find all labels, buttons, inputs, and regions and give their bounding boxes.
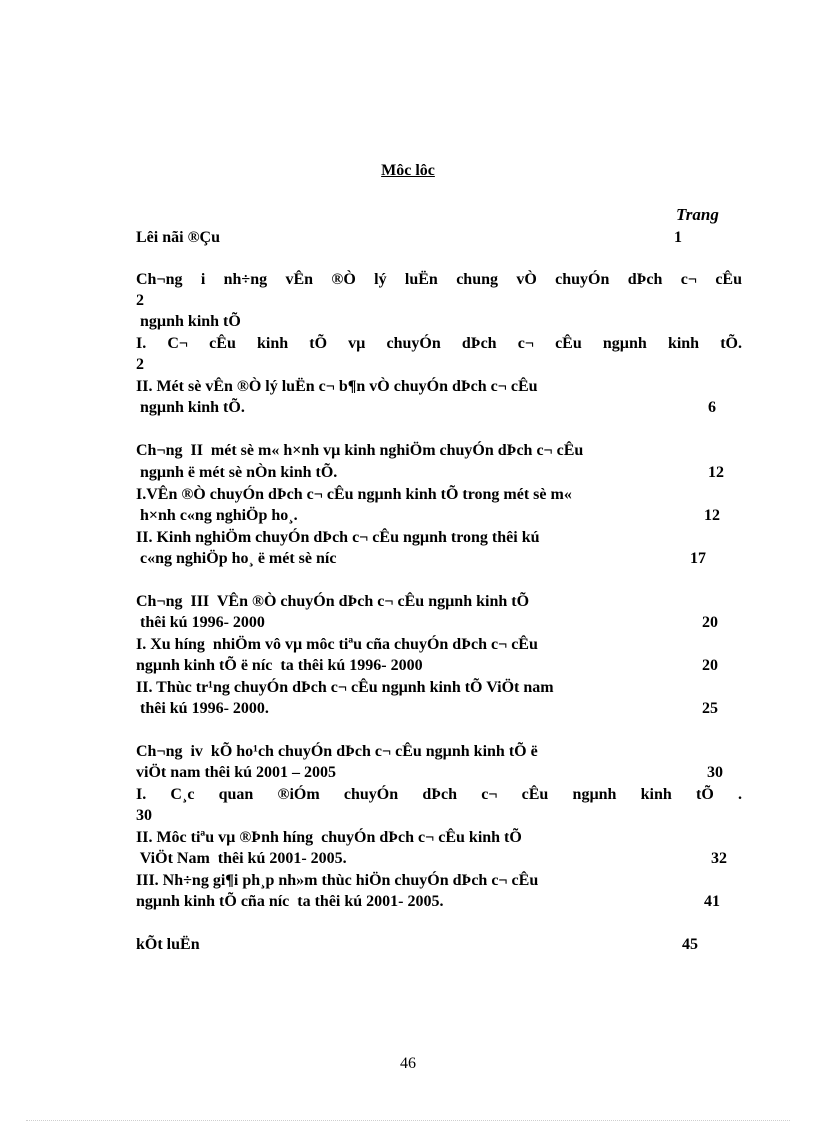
- toc-entry-chapter-1[interactable]: [136, 270, 742, 290]
- toc-entry-text: Lêi nãi ®Çu: [136, 229, 220, 246]
- toc-entry-text: viÖt nam thêi kú 2001 – 2005: [136, 764, 337, 781]
- toc-entry-text: I. C¬ cÊu kinh tÕ vµ chuyÓn dÞch c¬ cÊu ngµnh kinh tÕ.: [136, 335, 742, 352]
- toc-entry-page: 41: [704, 893, 720, 910]
- toc-entry-text: c«ng nghiÖp ho¸ ë mét sè níc: [136, 550, 337, 567]
- toc-entry-text: II. Mét sè vÊn ®Ò lý luËn c¬ b¶n vÒ chuyÓn dÞch c¬ cÊu: [136, 378, 538, 395]
- toc-entry-page: 6: [708, 399, 716, 416]
- toc-entry-text: ngµnh kinh tÕ ë níc ta thêi kú 1996- 2000: [136, 657, 423, 674]
- toc-entry-text: I.VÊn ®Ò chuyÓn dÞch c¬ cÊu ngµnh kinh tÕ trong mét sè m«: [136, 486, 572, 503]
- page-number: 46: [400, 1055, 416, 1072]
- toc-entry-page: 2: [136, 356, 144, 373]
- toc-entry-page: 17: [690, 550, 706, 567]
- toc-entry-text: II. Kinh nghiÖm chuyÓn dÞch c¬ cÊu ngµnh trong thêi kú: [136, 529, 540, 546]
- toc-entry-text: I. C¸c quan ®iÓm chuyÓn dÞch c¬ cÊu ngµnh kinh tÕ .: [136, 786, 742, 803]
- page-column-label: Trang: [676, 205, 719, 224]
- toc-entry-section-4-1[interactable]: [136, 785, 742, 805]
- toc-entry-text: kÕt luËn: [136, 936, 200, 953]
- toc-entry-text: ngµnh kinh tÕ: [136, 313, 241, 330]
- toc-entry-text: ngµnh ë mét sè nÒn kinh tÕ.: [136, 464, 338, 481]
- toc-entry-text: Ch¬ng iv kÕ ho¹ch chuyÓn dÞch c¬ cÊu ngµnh kinh tÕ ë: [136, 743, 538, 760]
- toc-entry-page: 20: [702, 614, 718, 631]
- toc-entry-text: ViÖt Nam thêi kú 2001- 2005.: [136, 850, 347, 867]
- toc-entry-text: ngµnh kinh tÕ.: [136, 399, 245, 416]
- toc-entry-page: 12: [704, 507, 720, 524]
- bottom-dotted-rule: [26, 1120, 790, 1121]
- toc-entry-conclusion[interactable]: [136, 935, 742, 1015]
- toc-entry-text: Ch¬ng i nh÷ng vÊn ®Ò lý luËn chung vÒ chuyÓn dÞch c¬ cÊu: [136, 271, 742, 288]
- toc-entry-page: 1: [674, 229, 682, 246]
- toc-entry-text: ngµnh kinh tÕ cña níc ta thêi kú 2001- 2005.: [136, 893, 444, 910]
- toc-entry-page: 45: [682, 936, 698, 953]
- toc-entry-text: II. Môc tiªu vµ ®Þnh híng chuyÓn dÞch c¬ cÊu kinh tÕ: [136, 829, 522, 846]
- toc-entry-text: I. Xu híng nhiÖm vô vµ môc tiªu cña chuyÓn dÞch c¬ cÊu: [136, 636, 538, 653]
- toc-entry-text: Ch¬ng III VÊn ®Ò chuyÓn dÞch c¬ cÊu ngµnh kinh tÕ: [136, 593, 530, 610]
- toc-entry-text: II. Thùc tr¹ng chuyÓn dÞch c¬ cÊu ngµnh kinh tÕ ViÖt nam: [136, 679, 554, 696]
- toc-entry-page: 30: [136, 807, 152, 824]
- toc-entry-page: 25: [702, 700, 718, 717]
- toc-entry-text: thêi kú 1996- 2000.: [136, 700, 269, 717]
- toc-entry-page: 32: [711, 850, 727, 867]
- toc-entry-page: 12: [708, 464, 724, 481]
- toc-entry-page: 2: [136, 292, 144, 309]
- toc-entry-text: thêi kú 1996- 2000: [136, 614, 265, 631]
- toc-entry-text: Ch¬ng II mét sè m« h×nh vµ kinh nghiÖm chuyÓn dÞch c¬ cÊu: [136, 442, 584, 459]
- toc-title: Môc lôc: [381, 162, 435, 179]
- toc-entry-text: h×nh c«ng nghiÖp ho¸.: [136, 507, 298, 524]
- toc-entry-page: 30: [707, 764, 723, 781]
- toc-entry-text: III. Nh÷ng gi¶i ph¸p nh»m thùc hiÖn chuyÓn dÞch c¬ cÊu: [136, 872, 539, 889]
- toc-entry-page: 20: [702, 657, 718, 674]
- toc-entry-section-1-1[interactable]: [136, 334, 742, 354]
